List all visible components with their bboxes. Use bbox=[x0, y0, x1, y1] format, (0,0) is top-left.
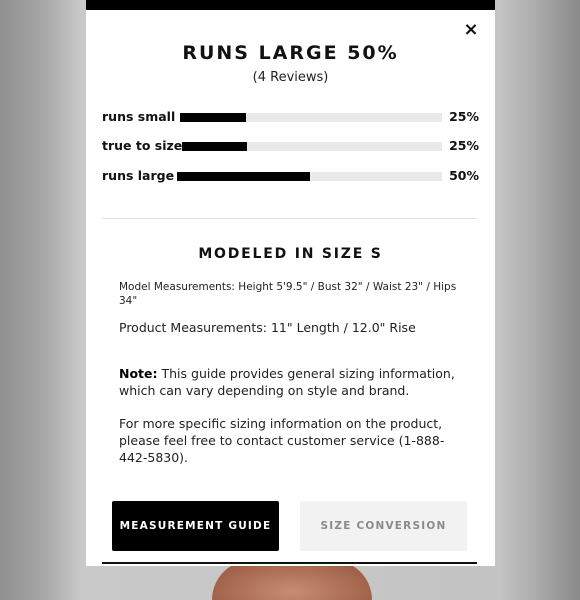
close-icon[interactable]: × bbox=[463, 19, 479, 40]
model-measurements: Model Measurements: Height 5'9.5" / Bust 32" / Waist 23" / Hips 34" bbox=[119, 281, 457, 307]
rating-percent: 25% bbox=[449, 109, 479, 124]
review-count: (4 Reviews) bbox=[252, 70, 329, 85]
note-text: This guide provides general sizing information, which can vary depending on style and brand. bbox=[119, 366, 455, 398]
size-guide-modal bbox=[86, 0, 495, 566]
rating-bar-fill bbox=[182, 142, 247, 151]
rating-label: runs small bbox=[102, 109, 176, 124]
rating-bar-fill bbox=[177, 172, 310, 181]
bottom-divider bbox=[102, 562, 477, 564]
customer-service-info: For more specific sizing information on the product, please feel free to contact customer service (1-888-442-5830). bbox=[119, 416, 445, 465]
rating-bar-track bbox=[182, 142, 442, 151]
size-conversion-button[interactable]: SIZE CONVERSION bbox=[300, 501, 467, 551]
fit-summary-title: RUNS LARGE 50% bbox=[182, 42, 399, 64]
modeled-size-heading: MODELED IN SIZE S bbox=[198, 246, 383, 262]
background-model-photo bbox=[212, 560, 372, 600]
section-divider bbox=[102, 218, 477, 219]
modal-top-bar bbox=[86, 0, 495, 10]
rating-row-true-to-size bbox=[102, 136, 479, 156]
rating-row-runs-small bbox=[102, 107, 479, 127]
note-label: Note: bbox=[119, 366, 158, 381]
rating-percent: 50% bbox=[449, 168, 479, 183]
product-measurements: Product Measurements: 11" Length / 12.0" Rise bbox=[119, 320, 416, 335]
rating-bar-track bbox=[177, 172, 442, 181]
rating-percent: 25% bbox=[449, 138, 479, 153]
rating-row-runs-large bbox=[102, 166, 479, 186]
measurement-guide-button[interactable]: MEASUREMENT GUIDE bbox=[112, 501, 279, 551]
rating-bar-fill bbox=[180, 113, 246, 122]
rating-label: true to size bbox=[102, 138, 183, 153]
rating-bar-track bbox=[180, 113, 442, 122]
rating-label: runs large bbox=[102, 168, 175, 183]
sizing-note bbox=[119, 365, 469, 399]
